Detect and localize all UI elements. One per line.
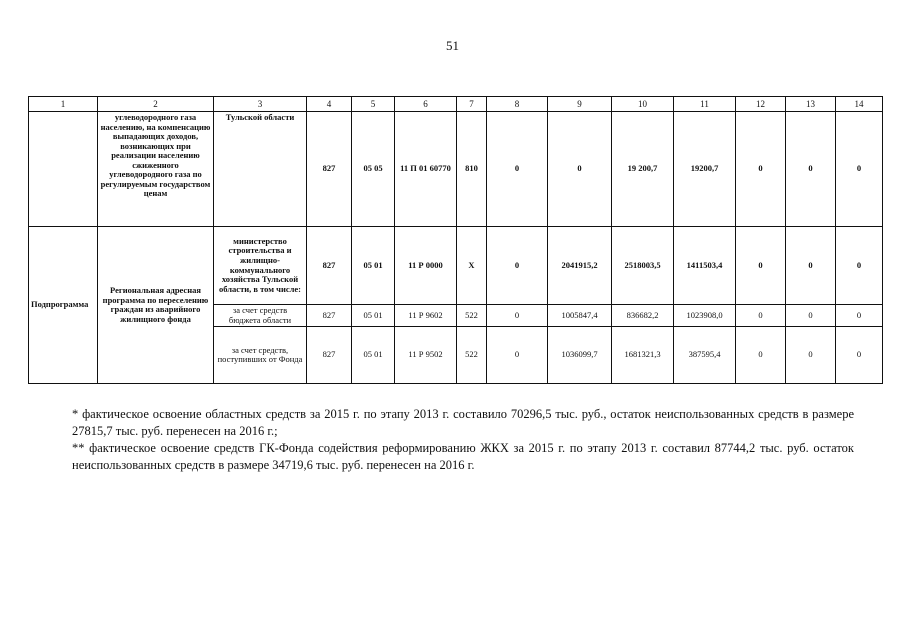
table-cell: 522 <box>457 305 487 327</box>
table-cell: 1005847,4 <box>548 305 612 327</box>
table-cell: 1036099,7 <box>548 327 612 384</box>
table-cell: 0 <box>836 227 883 305</box>
table-cell: Х <box>457 227 487 305</box>
table-cell: 19200,7 <box>674 112 736 227</box>
column-number: 13 <box>786 97 836 112</box>
table-cell: 0 <box>548 112 612 227</box>
table-cell: 11 Р 9602 <box>395 305 457 327</box>
table-cell: 11 П 01 60770 <box>395 112 457 227</box>
column-number: 2 <box>98 97 214 112</box>
column-number: 6 <box>395 97 457 112</box>
table-cell: 2041915,2 <box>548 227 612 305</box>
column-number: 1 <box>29 97 98 112</box>
table-cell: 827 <box>307 327 352 384</box>
table-cell: 827 <box>307 112 352 227</box>
table-cell: 0 <box>487 327 548 384</box>
subprogram-label: Подпрограмма <box>29 227 98 384</box>
row-executor: за счет средств, поступивших от Фонда <box>214 327 307 384</box>
table-cell: 827 <box>307 305 352 327</box>
subprogram-name: Региональная адресная программа по переселению граждан из аварийного жилищного фонда <box>98 227 214 384</box>
table-cell: 05 01 <box>352 227 395 305</box>
table-cell: 0 <box>736 112 786 227</box>
table-cell: 387595,4 <box>674 327 736 384</box>
table-cell: 522 <box>457 327 487 384</box>
table-cell: 1023908,0 <box>674 305 736 327</box>
table-cell-empty <box>29 112 98 227</box>
table-cell: 05 01 <box>352 305 395 327</box>
footnote-2: ** фактическое освоение средств ГК-Фонда содействия реформированию ЖКХ за 2015 г. по этапу 2013 г. составил 87744,2 тыс. руб. остаток неиспользованных средств в размере 34719,6 тыс. руб. перенесен на 2016 г. <box>72 441 854 472</box>
table-cell: 11 Р 0000 <box>395 227 457 305</box>
column-number: 14 <box>836 97 883 112</box>
budget-table <box>28 96 883 384</box>
table-cell: 0 <box>487 227 548 305</box>
footnote-1: * фактическое освоение областных средств за 2015 г. по этапу 2013 г. составило 70296,5 тыс. руб., остаток неиспользованных средств в размере 27815,7 тыс. руб. перенесен на 2016 г.; <box>72 407 854 438</box>
row-executor: за счет средств бюджета области <box>214 305 307 327</box>
column-number: 7 <box>457 97 487 112</box>
column-number: 3 <box>214 97 307 112</box>
column-number: 11 <box>674 97 736 112</box>
table-cell: 827 <box>307 227 352 305</box>
table-cell: 2518003,5 <box>612 227 674 305</box>
table-cell: 0 <box>786 227 836 305</box>
row-description: углеводородного газа населению, на компенсацию выпадающих доходов, возникающих при реализации населению сжиженного углеводородного газа по регулируемым государством ценам <box>98 112 214 227</box>
table-row <box>29 227 883 305</box>
column-number: 10 <box>612 97 674 112</box>
table-cell: 0 <box>487 305 548 327</box>
table-cell: 0 <box>836 305 883 327</box>
table-cell: 0 <box>736 227 786 305</box>
table-cell: 0 <box>487 112 548 227</box>
table-cell: 19 200,7 <box>612 112 674 227</box>
table-cell: 836682,2 <box>612 305 674 327</box>
table-cell: 0 <box>836 327 883 384</box>
column-number: 5 <box>352 97 395 112</box>
table-cell: 0 <box>786 305 836 327</box>
table-cell: 05 01 <box>352 327 395 384</box>
table-cell: 0 <box>736 305 786 327</box>
table-cell: 0 <box>736 327 786 384</box>
table-row <box>29 112 883 227</box>
table-cell: 1681321,3 <box>612 327 674 384</box>
column-number: 8 <box>487 97 548 112</box>
page-number: 51 <box>446 38 459 53</box>
table-cell: 0 <box>786 327 836 384</box>
table-cell: 1411503,4 <box>674 227 736 305</box>
table-cell: 810 <box>457 112 487 227</box>
row-executor: министерство строительства и жилищно-коммунального хозяйства Тульской области, в том числе: <box>214 227 307 305</box>
table-cell: 11 Р 9502 <box>395 327 457 384</box>
column-number-row <box>29 97 883 112</box>
table-cell: 0 <box>786 112 836 227</box>
column-number: 9 <box>548 97 612 112</box>
row-executor: Тульской области <box>214 112 307 227</box>
column-number: 12 <box>736 97 786 112</box>
table-cell: 05 05 <box>352 112 395 227</box>
table-cell: 0 <box>836 112 883 227</box>
column-number: 4 <box>307 97 352 112</box>
footnotes <box>72 406 854 474</box>
